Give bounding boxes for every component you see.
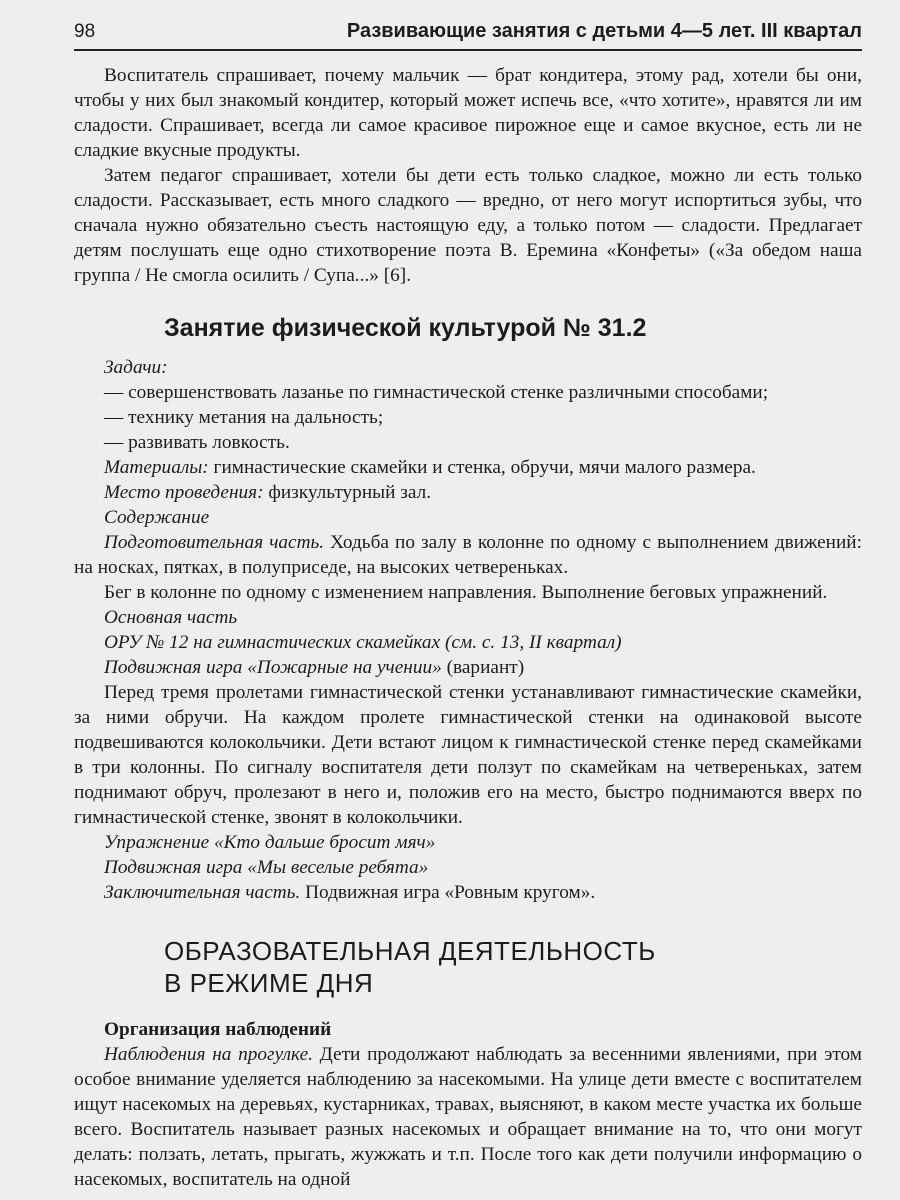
- paragraph: Затем педагог спрашивает, хотели бы дети есть только сладкое, можно ли есть только сладости. Рассказывает, есть много сладкого — вредно, от него могут испортиться зубы, что сначала нужно обязательно съесть настоящую еду, а только потом — сладости. Предлагает детям послушать еще одно стихотворение поэта В. Еремина «Конфеты» («За обедом наша группа / Не смогла осилить / Супа...» [6].: [74, 165, 862, 286]
- lesson-title: Занятие физической культурой № 31.2: [164, 314, 647, 342]
- prep-paragraph: [74, 530, 862, 580]
- place-text: физкультурный зал.: [263, 482, 432, 503]
- materials-label: Материалы:: [104, 457, 209, 478]
- prep-label: Подготовительная часть.: [104, 532, 325, 553]
- exercise-line: Упражнение «Кто дальше бросит мяч»: [104, 832, 436, 853]
- paragraph: Воспитатель спрашивает, почему мальчик — брат кондитера, этому рад, хотели бы они, чтобы у них был знакомый кондитер, который может испечь все, «что хотите», нравятся ли им сладости. Спрашивает, всегда ли самое красивое пирожное еще и самое вкусное, есть ли не сладкие вкусные продукты.: [74, 65, 862, 161]
- main-part-label: Основная часть: [104, 607, 238, 628]
- game1-line: [74, 655, 862, 680]
- materials-text: гимнастические скамейки и стенка, обручи, мячи малого размера.: [208, 457, 756, 478]
- running-title: Развивающие занятия с детьми 4—5 лет. III квартал: [346, 20, 862, 42]
- game1-note: (вариант): [441, 657, 525, 678]
- section-title-line: ОБРАЗОВАТЕЛЬНАЯ ДЕЯТЕЛЬНОСТЬ: [164, 936, 656, 966]
- place-label: Место проведения:: [104, 482, 264, 503]
- section-title-line: В РЕЖИМЕ ДНЯ: [164, 968, 374, 998]
- final-text: Подвижная игра «Ровным кругом».: [300, 882, 596, 903]
- observation-paragraph: [74, 1042, 862, 1192]
- observation-text: Дети продолжают наблюдать за весенними явлениями, при этом особое внимание уделяется наблюдению за насекомыми. На улице дети вместе с воспитателем ищут насекомых на деревьях, кустарниках, травах, выясняют, в каком месте участка их больше всего. Воспитатель называет разных насекомых и обращает внимание на то, что они могут делать: ползать, летать, прыгать, жужжать и т.п. После того как дети получили информацию о насекомых, воспитатель на одной: [74, 1044, 863, 1190]
- content-label: Содержание: [104, 507, 210, 528]
- running-header: [74, 0, 862, 51]
- task-item: — развивать ловкость.: [104, 432, 290, 453]
- game2-line: Подвижная игра «Мы веселые ребята»: [104, 857, 429, 878]
- observation-label: Наблюдения на прогулке.: [104, 1044, 313, 1065]
- page-body: [74, 63, 862, 1192]
- task-item: — технику метания на дальность;: [104, 407, 384, 428]
- task-item: — совершенствовать лазанье по гимнастической стенке различными способами;: [104, 382, 769, 403]
- final-line: [74, 880, 862, 905]
- section-title: [164, 935, 862, 999]
- subheading: Организация наблюдений: [104, 1019, 332, 1040]
- game1-label: Подвижная игра «Пожарные на учении»: [104, 657, 442, 678]
- place-line: [74, 480, 862, 505]
- prep-text: Ходьба по залу в колонне по одному с выполнением движений: на носках, пятках, в полуприседе, на высоких четвереньках.: [74, 532, 862, 578]
- tasks-label: Задачи:: [104, 357, 168, 378]
- final-label: Заключительная часть.: [104, 882, 301, 903]
- page-number: 98: [74, 21, 96, 42]
- materials-line: [74, 455, 862, 480]
- game1-description: Перед тремя пролетами гимнастической стенки устанавливают гимнастические скамейки, за ними обручи. На каждом пролете гимнастической стенки на одинаковой высоте подвешиваются колокольчики. Дети встают лицом к гимнастической стенке перед скамейками в три колонны. По сигналу воспитателя дети ползут по скамейкам на четвереньках, затем поднимают обруч, пролезают в него и, положив его на место, быстро поднимаются вверх по гимнастической стенке, звонят в колокольчики.: [74, 682, 862, 828]
- oru-line: ОРУ № 12 на гимнастических скамейках (см. с. 13, II квартал): [104, 632, 622, 653]
- run-paragraph: Бег в колонне по одному с изменением направления. Выполнение беговых упражнений.: [104, 582, 828, 603]
